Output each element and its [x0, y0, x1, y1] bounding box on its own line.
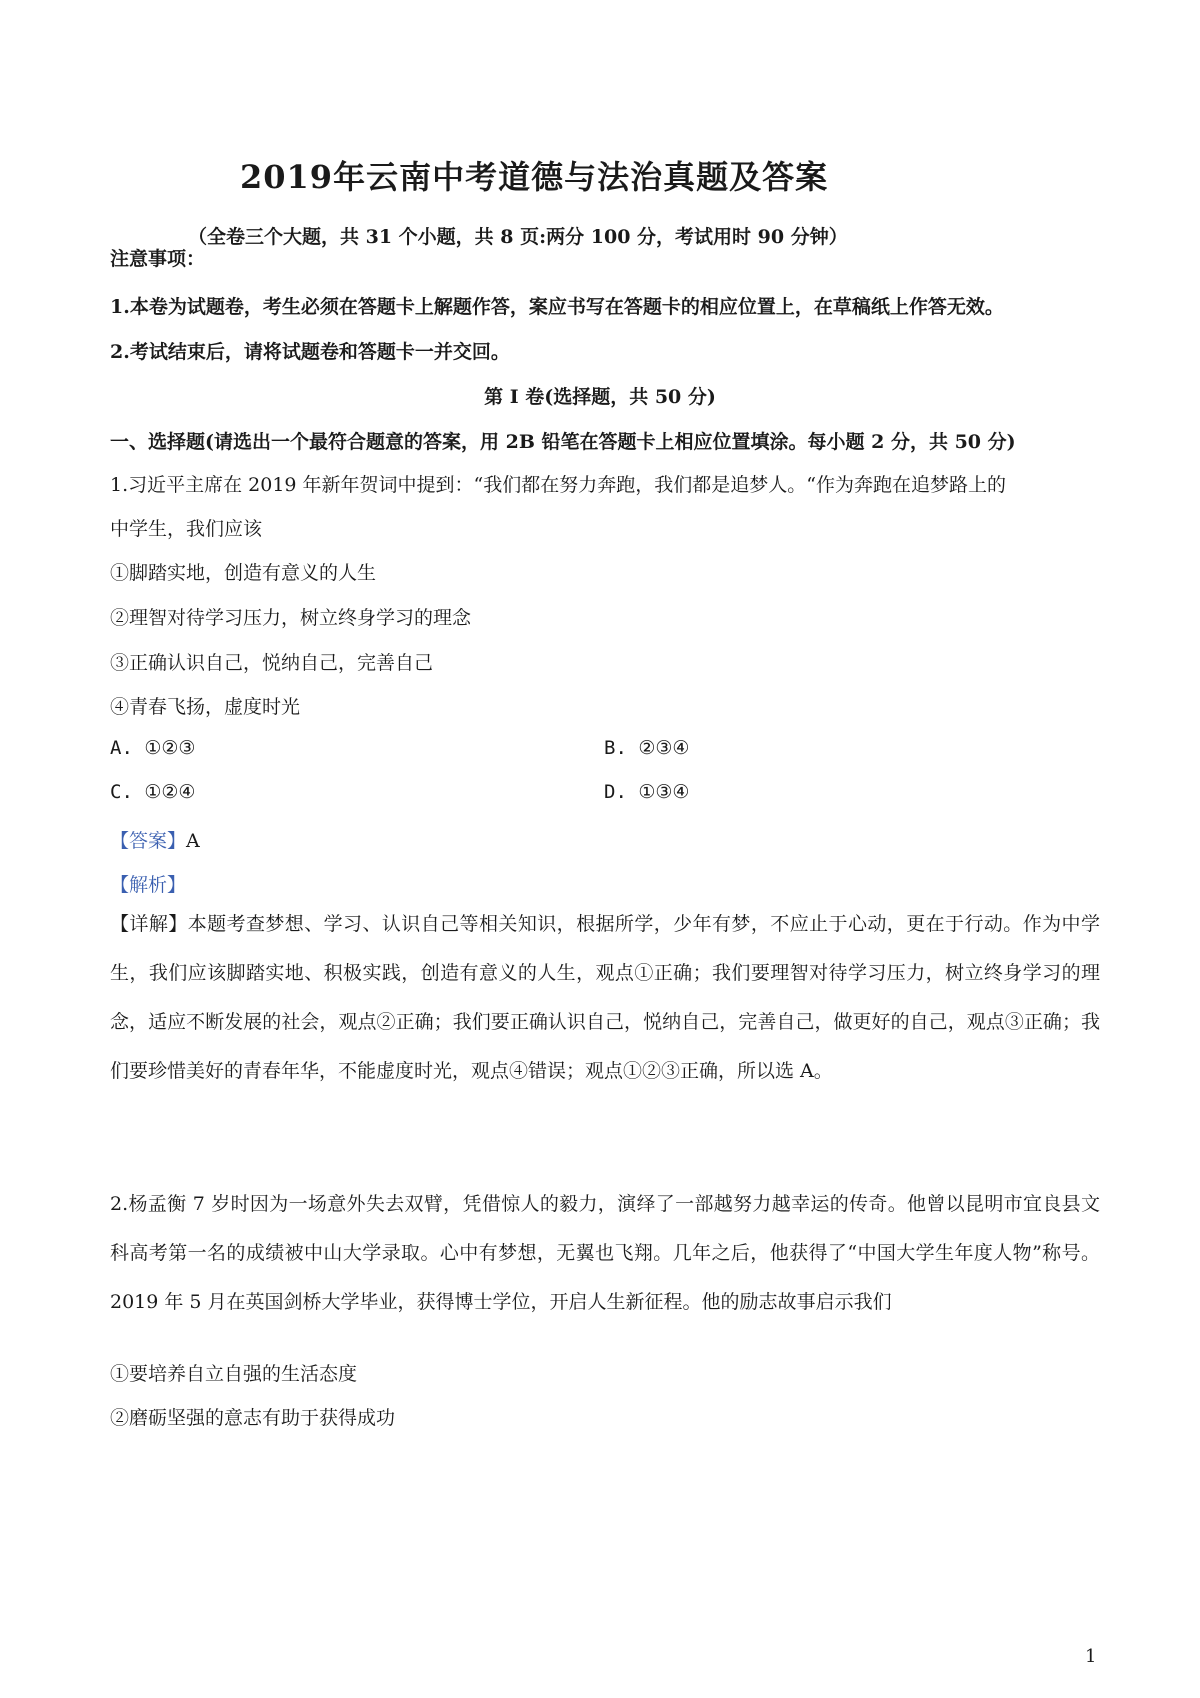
q1-statement-1: ①脚踏实地，创造有意义的人生	[110, 562, 377, 584]
notice-item-1: 1.本卷为试题卷，考生必须在答题卡上解题作答，案应书写在答题卡的相应位置上，在草稿纸上作答无效。	[110, 296, 1004, 318]
q1-answer	[110, 826, 200, 853]
page-number: 1	[1085, 1646, 1097, 1667]
notice-heading: 注意事项：	[110, 248, 206, 270]
q2-statement-1: ①要培养自立自强的生活态度	[110, 1363, 358, 1385]
document-subtitle: （全卷三个大题，共 31 个小题，共 8 页:两分 100 分，考试用时 90 分钟）	[188, 226, 848, 248]
q1-option-d: D. ①③④	[604, 781, 690, 803]
q1-detail-paragraph	[110, 900, 1100, 1096]
q1-option-a: A. ①②③	[110, 737, 196, 759]
part-heading: 一、选择题(请选出一个最符合题意的答案，用 2B 铅笔在答题卡上相应位置填涂。每小题 2 分，共 50 分)	[110, 431, 1016, 453]
q1-option-c: C. ①②④	[110, 781, 196, 803]
q1-statement-4: ④青春飞扬，虚度时光	[110, 696, 301, 718]
q2-stem: 2.杨孟衡 7 岁时因为一场意外失去双臂，凭借惊人的毅力，演绎了一部越努力越幸运的传奇。他曾以昆明市宜良县文科高考第一名的成绩被中山大学录取。心中有梦想，无翼也飞翔。几年之后，他获得了“中国大学生年度人物”称号。2019 年 5 月在英国剑桥大学毕业，获得博士学位，开启人生新征程。他的励志故事启示我们	[110, 1193, 1100, 1313]
detail-tag: 【详解】	[110, 913, 188, 935]
answer-tag: 【答案】	[110, 830, 187, 852]
notice-item-2: 2.考试结束后，请将试题卷和答题卡一并交回。	[110, 341, 510, 363]
analysis-tag: 【解析】	[110, 874, 187, 896]
q1-statement-3: ③正确认识自己，悦纳自己，完善自己	[110, 652, 434, 674]
q1-analysis	[110, 870, 186, 897]
q1-option-b: B. ②③④	[604, 737, 690, 759]
q1-statement-2: ②理智对待学习压力，树立终身学习的理念	[110, 607, 472, 629]
detail-text: 本题考查梦想、学习、认识自己等相关知识，根据所学，少年有梦，不应止于心动，更在于行动。作为中学生，我们应该脚踏实地、积极实践，创造有意义的人生，观点①正确；我们要理智对待学习压力，树立终身学习的理念，适应不断发展的社会，观点②正确；我们要正确认识自己，悦纳自己，完善自己，做更好的自己，观点③正确；我们要珍惜美好的青春年华，不能虚度时光，观点④错误；观点①②③正确，所以选 A。	[110, 913, 1100, 1082]
q1-stem-line-1: 1.习近平主席在 2019 年新年贺词中提到：“我们都在努力奔跑，我们都是追梦人。“作为奔跑在追梦路上的	[110, 474, 1006, 496]
document-title: 2019年云南中考道德与法治真题及答案	[240, 158, 829, 196]
q2-statement-2: ②磨砺坚强的意志有助于获得成功	[110, 1407, 396, 1429]
section-title: 第 I 卷(选择题，共 50 分)	[484, 386, 716, 408]
answer-value: A	[186, 830, 200, 852]
q1-stem-line-2: 中学生，我们应该	[110, 518, 263, 540]
